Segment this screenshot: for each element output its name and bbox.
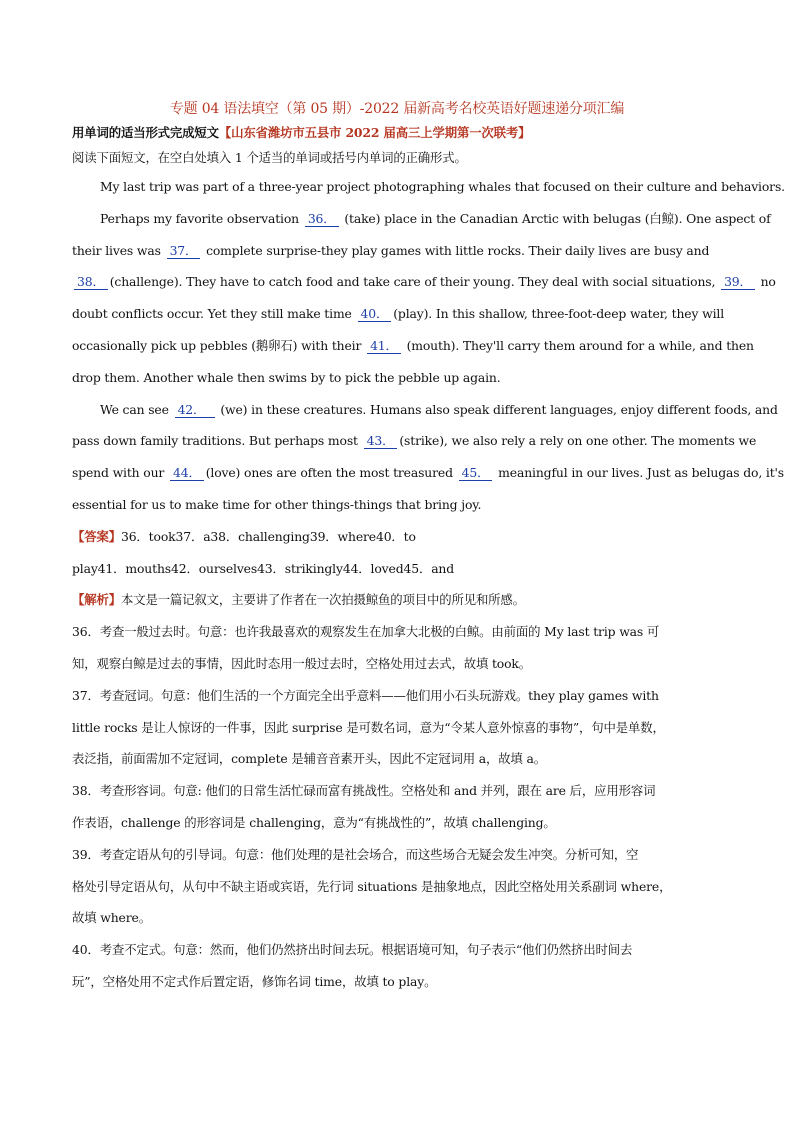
- passage-paragraph-1: My last trip was part of a three-year project photographing whales that focused on their culture and behaviors.: [100, 179, 785, 194]
- passage-line: their lives was 37． complete surprise-they play games with little rocks. Their daily lives are busy and: [72, 242, 710, 258]
- blank-36: 36．: [305, 212, 339, 227]
- blank-42: 42．: [175, 403, 215, 418]
- explanation-line: 38．考查形容词。句意: 他们的日常生活忙碌而富有挑战性。空格处和 and 并列，跟在 are 后，应用形容词: [72, 783, 656, 799]
- blank-45: 45．: [459, 466, 493, 481]
- passage-line: Perhaps my favorite observation 36． (take) place in the Canadian Arctic with belugas (白鲸). One aspect of: [100, 210, 771, 226]
- explanation-line: little rocks 是让人惊讶的一件事，因此 surprise 是可数名词，意为“令某人意外惊喜的事物”，句中是单数，: [72, 719, 665, 735]
- blank-43: 43．: [364, 434, 398, 449]
- explanation-line: 故填 where。: [72, 910, 151, 926]
- explanation-line: 知，观察白鲸是过去的事情，因此时态用一般过去时，空格处用过去式，故填 took。: [72, 655, 532, 671]
- explanation-line: 39．考查定语从句的引导词。句意：他们处理的是社会场合，而这些场合无疑会发生冲突。分析可知，空: [72, 846, 639, 862]
- section-label: 用单词的适当形式完成短文: [72, 125, 219, 140]
- analysis-summary: 本文是一篇记叙文，主要讲了作者在一次拍摄鲸鱼的项目中的所见和所感。: [120, 592, 525, 608]
- analysis-line: [72, 584, 722, 616]
- blank-39: 39．: [721, 275, 755, 290]
- explanation-line: 表泛指，前面需加不定冠词，complete 是辅音音素开头，因此不定冠词用 a，故填 a。: [72, 751, 547, 767]
- document-title: 专题 04 语法填空（第 05 期）-2022 届新高考名校英语好题速递分项汇编: [169, 101, 625, 117]
- document-page: [72, 98, 785, 998]
- blank-40: 40．: [358, 307, 392, 322]
- blank-37: 37．: [167, 244, 201, 259]
- blank-41: 41．: [367, 339, 401, 354]
- explanation-line: 37．考查冠词。句意：他们生活的一个方面完全出乎意料——他们用小石头玩游戏。they play games with: [72, 687, 659, 703]
- answer-line: [72, 521, 722, 553]
- passage-line: occasionally pick up pebbles (鹅卵石) with their 41． (mouth). They'll carry them around for a while, and then: [72, 337, 754, 353]
- section-header: [72, 122, 722, 144]
- blank-44: 44．: [170, 466, 204, 481]
- analysis-label: 【解析】: [72, 592, 121, 608]
- passage-line: 38． (challenge). They have to catch food and take care of their young. They deal with social situations, 39． no: [72, 266, 722, 298]
- explanation-line: 格处引导定语从句，从句中不缺主语或宾语，先行词 situations 是抽象地点，因此空格处用关系副词 where，: [72, 878, 672, 894]
- passage-line: spend with our 44． (love) ones are often the most treasured 45． meaningful in our lives. Just as belugas do, it's: [72, 465, 785, 481]
- passage-line: drop them. Another whale then swims by to pick the pebble up again.: [72, 369, 501, 385]
- instruction-text: 阅读下面短文，在空白处填入 1 个适当的单词或括号内单词的正确形式。: [72, 150, 467, 165]
- passage-line: We can see 42． (we) in these creatures. Humans also speak different languages, enjoy different foods, and: [100, 401, 778, 417]
- passage-line: pass down family traditions. But perhaps most 43． (strike), we also rely a rely on one other. The moments we: [72, 433, 757, 449]
- answer-line-2: play41．mouths42．ourselves43．strikingly44．loved45．and: [72, 560, 455, 576]
- explanation-line: 40．考查不定式。句意：然而，他们仍然挤出时间去玩。根据语境可知，句子表示“他们仍然挤出时间去: [72, 942, 633, 958]
- explanation-line: 玩”，空格处用不定式作后置定语，修饰名词 time，故填 to play。: [72, 973, 437, 989]
- section-source: 【山东省潍坊市五县市 2022 届高三上学期第一次联考】: [218, 125, 531, 140]
- explanation-line: 36．考查一般过去时。句意：也许我最喜欢的观察发生在加拿大北极的白鲸。由前面的 My last trip was 可: [72, 624, 660, 640]
- passage-line: essential for us to make time for other things-things that bring joy.: [72, 496, 482, 512]
- answer-values: 36．took37．a38．challenging39．where40．to: [120, 528, 416, 544]
- passage-line: doubt conflicts occur. Yet they still make time 40． (play). In this shallow, three-foot-deep water, they will: [72, 306, 725, 322]
- explanation-line: 作表语，challenge 的形容词是 challenging，意为“有挑战性的”，故填 challenging。: [72, 814, 556, 830]
- answer-label: 【答案】: [72, 528, 121, 544]
- blank-38: 38．: [74, 275, 108, 290]
